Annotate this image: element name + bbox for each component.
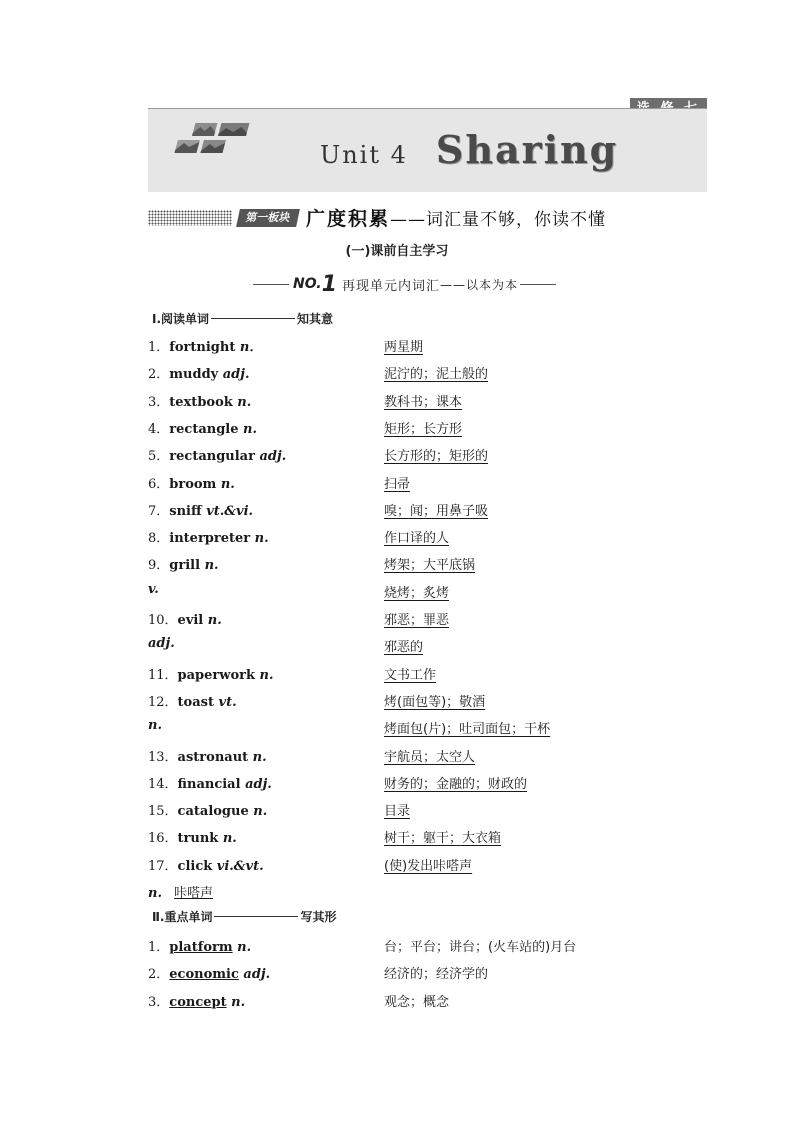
vocab-entry (148, 773, 272, 792)
entry-part-of-speech: vt.&vi. (201, 503, 254, 519)
vocab-entry (148, 473, 235, 492)
section-title-main: 广度积累 (306, 208, 391, 230)
vocab-entry (148, 609, 222, 628)
entry-part-of-speech: n. (203, 613, 222, 628)
entry-meaning: 咔嗒声 (173, 886, 213, 901)
entry-part-of-speech: adj. (218, 367, 250, 383)
vocab-entry (148, 336, 262, 355)
vocab-row (148, 800, 648, 822)
entry-meaning: 嗅；闻；用鼻子吸 (384, 503, 489, 519)
vocab-row (148, 363, 648, 385)
entry-word: broom (169, 476, 217, 492)
vocab-entry (148, 500, 253, 519)
entry-number: 12． (148, 694, 178, 710)
entry-part-of-speech: n. (226, 994, 246, 1010)
entry-meaning: 两星期 (384, 340, 424, 355)
vocab-row (148, 636, 648, 658)
no-title: 再现单元内词汇 (341, 278, 440, 294)
entry-meaning: 烤(面包等)；敬酒 (384, 694, 486, 710)
entry-number: 2． (148, 367, 170, 383)
entry-part-of-speech: n. (148, 718, 162, 734)
vocab-row (148, 963, 648, 985)
entry-meaning: 观念；概念 (384, 994, 450, 1010)
entry-word: paperwork (177, 667, 255, 683)
entry-part-of-speech: adj. (148, 636, 175, 652)
divider (214, 916, 298, 917)
vocab-row (148, 391, 648, 413)
entry-number: 17． (148, 858, 178, 874)
entry-part-of-speech: adj. (240, 776, 272, 792)
vocab-row (148, 691, 648, 713)
entry-part-of-speech: n. (250, 531, 269, 547)
entry-meaning: 长方形的；矩形的 (384, 449, 489, 465)
vocab-row (148, 500, 648, 522)
vocab-row (148, 445, 648, 467)
entry-part-of-speech: vi.&vt. (212, 858, 264, 874)
entry-number: 6． (148, 476, 170, 492)
landscape-photos-image (158, 121, 253, 161)
entry-meaning: 经济的；经济学的 (384, 967, 489, 983)
entry-part-of-speech: n. (255, 667, 274, 683)
entry-meaning: 教科书；课本 (384, 394, 463, 410)
entry-word: interpreter (169, 531, 251, 547)
entry-meaning: 树干；躯干；大衣箱 (384, 831, 502, 847)
vocab-row (148, 582, 648, 604)
entry-part-of-speech: n. (218, 831, 237, 847)
entry-number: 13． (148, 749, 178, 765)
entry-number: 1． (148, 940, 170, 955)
entry-number: 15． (148, 804, 178, 820)
vocab-entry (148, 827, 237, 846)
entry-part-of-speech: adj. (238, 967, 271, 983)
vocab-entry (148, 718, 162, 733)
vocab-entry (148, 391, 251, 410)
entry-part-of-speech: vt. (213, 694, 237, 710)
entry-meaning: 文书工作 (384, 667, 437, 683)
vocab-entry (148, 582, 159, 597)
vocab-entry (148, 691, 237, 710)
entry-meaning: 烧烤；炙烤 (384, 585, 450, 601)
vocab-row (148, 827, 648, 849)
entry-word: astronaut (177, 749, 249, 765)
entry-word: concept (169, 994, 227, 1010)
vocab-row (148, 882, 648, 904)
entry-number: 10． (148, 613, 178, 628)
entry-number: 9． (148, 558, 170, 574)
dot-pattern-decoration (148, 210, 232, 226)
vocab-row (148, 718, 648, 740)
entry-number: 14． (148, 776, 178, 792)
section-subtitle: ——词汇量不够，你读不懂 (390, 210, 607, 230)
vocab-row (148, 936, 648, 958)
part1-label: Ⅰ.阅读单词 (152, 312, 210, 326)
entry-meaning: 扫帚 (384, 476, 411, 492)
entry-meaning: 邪恶；罪恶 (384, 613, 450, 628)
entry-word: trunk (177, 831, 219, 847)
vocab-entry (148, 636, 175, 651)
entry-part-of-speech: n. (238, 421, 258, 437)
entry-part-of-speech: n． (235, 340, 263, 355)
unit-name: Sharing (435, 127, 619, 172)
entry-part-of-speech: n. (232, 394, 252, 410)
vocab-row (148, 664, 648, 686)
entry-word: grill (169, 558, 201, 574)
entry-meaning: (使)发出咔嗒声 (384, 858, 473, 874)
section-header (148, 206, 648, 232)
vocab-row (148, 773, 648, 795)
vocab-row (148, 336, 648, 358)
entry-number: 3． (148, 994, 170, 1010)
entry-word: financial (177, 776, 241, 792)
entry-word: rectangular (169, 449, 255, 465)
no-banner (253, 270, 569, 298)
part1-heading (152, 310, 333, 327)
entry-word: platform (169, 940, 233, 955)
entry-number: 11． (148, 667, 178, 683)
entry-number: 1． (148, 340, 170, 355)
entry-number: 8． (148, 531, 170, 547)
vocab-row (148, 554, 648, 576)
part2-heading (152, 908, 336, 925)
entry-word: muddy (169, 367, 219, 383)
vocab-entry (148, 445, 286, 464)
entry-number: 4． (148, 421, 170, 437)
divider (520, 284, 556, 285)
vocab-row (148, 746, 648, 768)
unit-number: Unit 4 (320, 141, 408, 169)
entry-number: 7． (148, 503, 170, 519)
subsection-heading: (一)课前自主学习 (345, 244, 449, 259)
entry-word: rectangle (169, 421, 239, 437)
entry-word: toast (177, 694, 214, 710)
vocab-row (148, 527, 648, 549)
section-badge: 第一板块 (236, 209, 300, 227)
entry-meaning: 烤架；大平底锅 (384, 558, 476, 574)
vocab-row (148, 609, 648, 631)
entry-number: 5． (148, 449, 170, 465)
vocab-row (148, 473, 648, 495)
vocab-entry (148, 664, 274, 683)
vocab-entry (148, 363, 250, 382)
entry-word: sniff (169, 503, 202, 519)
unit-banner (148, 108, 707, 192)
entry-meaning: 烤面包(片)；吐司面包；干杯 (384, 722, 551, 738)
vocab-entry (148, 855, 264, 874)
entry-word: economic (169, 967, 239, 983)
vocab-entry (148, 418, 257, 437)
entry-meaning: 目录 (384, 804, 411, 820)
entry-number: 16． (148, 831, 178, 847)
entry-meaning: 作口译的人 (384, 531, 450, 547)
divider (253, 284, 289, 285)
part2-tail: 写其形 (300, 910, 337, 924)
entry-word: catalogue (177, 804, 249, 820)
entry-part-of-speech: n. (200, 558, 219, 574)
entry-part-of-speech: n. (248, 804, 268, 820)
entry-part-of-speech: n. (248, 749, 267, 765)
entry-part-of-speech: v. (148, 581, 159, 597)
no-number: 1 (321, 271, 337, 297)
part2-label: Ⅱ.重点单词 (152, 910, 213, 924)
vocab-entry (148, 991, 245, 1010)
entry-number: 3． (148, 394, 170, 410)
vocab-row (148, 418, 648, 440)
vocab-entry (148, 936, 251, 955)
vocab-row (148, 855, 648, 877)
entry-meaning: 宇航员；太空人 (384, 749, 476, 765)
no-label: NO. (293, 276, 322, 292)
entry-part-of-speech: n. (232, 940, 252, 955)
entry-part-of-speech: n. (148, 886, 162, 901)
no-subtitle: ——以本为本 (439, 277, 518, 292)
entry-meaning: 泥泞的；泥土般的 (384, 367, 489, 383)
entry-word: click (177, 858, 213, 874)
entry-word: evil (177, 613, 204, 628)
entry-meaning: 矩形；长方形 (384, 421, 463, 437)
entry-number: 2． (148, 967, 170, 983)
entry-part-of-speech: adj. (254, 449, 287, 465)
vocab-entry (148, 882, 213, 901)
vocab-entry (148, 746, 267, 765)
entry-word: textbook (169, 394, 233, 410)
section-title (306, 204, 606, 231)
unit-title (320, 127, 680, 183)
vocab-entry (148, 963, 270, 982)
entry-meaning: 台；平台；讲台；(火车站的)月台 (384, 940, 577, 955)
entry-meaning: 财务的；金融的；财政的 (384, 776, 528, 792)
entry-part-of-speech: n. (216, 476, 235, 492)
divider (211, 318, 295, 319)
part1-tail: 知其意 (297, 312, 334, 326)
entry-word: fortnight (169, 340, 236, 355)
entry-meaning: 邪恶的 (384, 640, 424, 656)
vocab-row (148, 991, 648, 1013)
vocab-entry (148, 554, 219, 573)
vocab-entry (148, 527, 269, 546)
vocab-entry (148, 800, 267, 819)
